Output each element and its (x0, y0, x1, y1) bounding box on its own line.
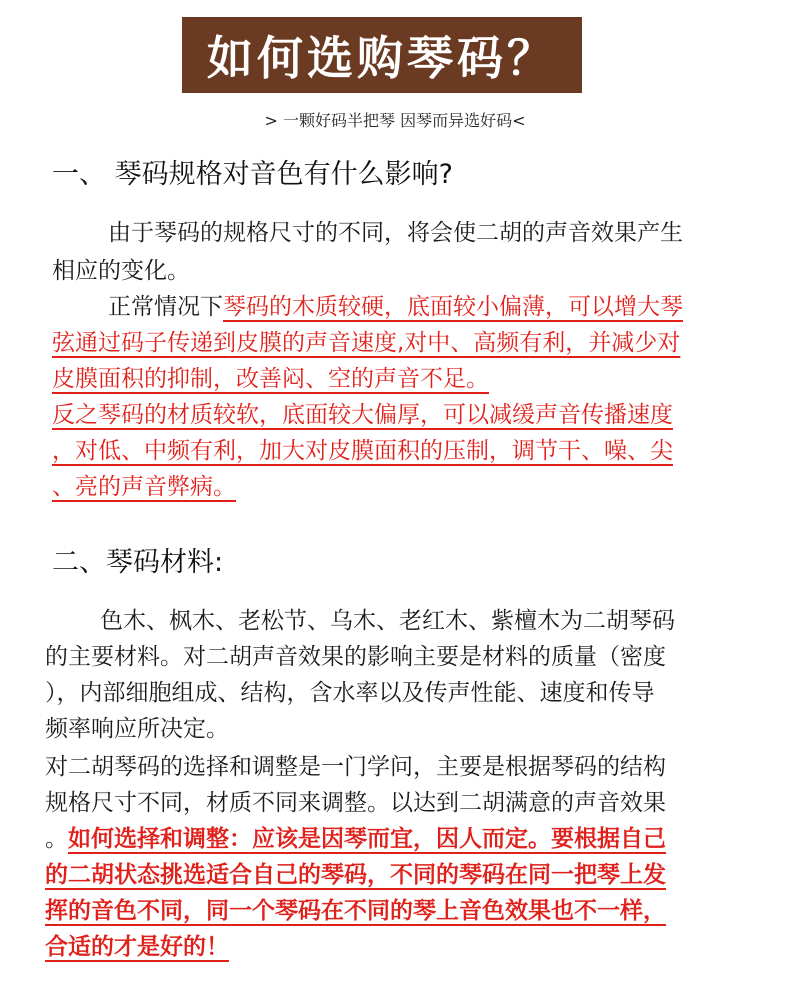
highlighted-text: 反之琴码的材质较软，底面较大偏厚，可以减缓声音传播速度 (52, 402, 673, 428)
section-2-paragraph-2-line: 对二胡琴码的选择和调整是一门学问，主要是根据琴码的结构 (45, 754, 666, 780)
highlighted-text: 琴码的木质较硬，底面较小偏薄，可以增大琴 (223, 294, 683, 320)
section-2-heading: 二、琴码材料: (52, 547, 224, 578)
highlighted-text: 弦通过码子传递到皮膜的声音速度,对中、高频有利，并减少对 (52, 330, 681, 356)
section-1-paragraph-1-line: 相应的变化。 (52, 258, 190, 284)
highlighted-text: ，对低、中频有利，加大对皮膜面积的压制，调节干、噪、尖 (52, 438, 673, 464)
title-banner (182, 17, 582, 93)
highlighted-text: 如何选择和调整：应该是因琴而宜，因人而定。要根据自己 (68, 826, 666, 852)
section-2-paragraph-1-line: ），内部细胞组成、结构，含水率以及传声性能、速度和传导 (45, 680, 655, 706)
section-2-paragraph-2-line: 规格尺寸不同，材质不同来调整。以达到二胡满意的声音效果 (45, 790, 666, 816)
section-1-paragraph-2-line (108, 292, 683, 322)
page-title: 如何选购琴码？ (207, 31, 557, 85)
section-2-paragraph-3-line (45, 824, 666, 854)
highlighted-text: 合适的才是好的！ (45, 934, 229, 960)
section-1-heading: 一、 琴码规格对音色有什么影响? (52, 159, 453, 190)
subtitle: > 一颗好码半把琴 因琴而异选好码< (264, 111, 526, 130)
section-2-paragraph-1-line: 的主要材料。对二胡声音效果的影响主要是材料的质量（密度 (45, 644, 666, 670)
highlighted-text: 挥的音色不同，同一个琴码在不同的琴上音色效果也不一样， (45, 898, 666, 924)
paragraph-3-prefix: 。 (45, 826, 68, 852)
paragraph-2-prefix: 正常情况下 (108, 294, 223, 320)
section-2-paragraph-1-line: 色木、枫木、老松节、乌木、老红木、紫檀木为二胡琴码 (100, 608, 675, 634)
highlighted-text: 皮膜面积的抑制，改善闷、空的声音不足。 (52, 366, 489, 392)
highlighted-text: 、亮的声音弊病。 (52, 474, 236, 500)
highlighted-text: 的二胡状态挑选适合自己的琴码，不同的琴码在同一把琴上发 (45, 862, 666, 888)
section-2-paragraph-1-line: 频率响应所决定。 (45, 716, 229, 742)
section-1-paragraph-1-line: 由于琴码的规格尺寸的不同，将会使二胡的声音效果产生 (108, 220, 683, 246)
